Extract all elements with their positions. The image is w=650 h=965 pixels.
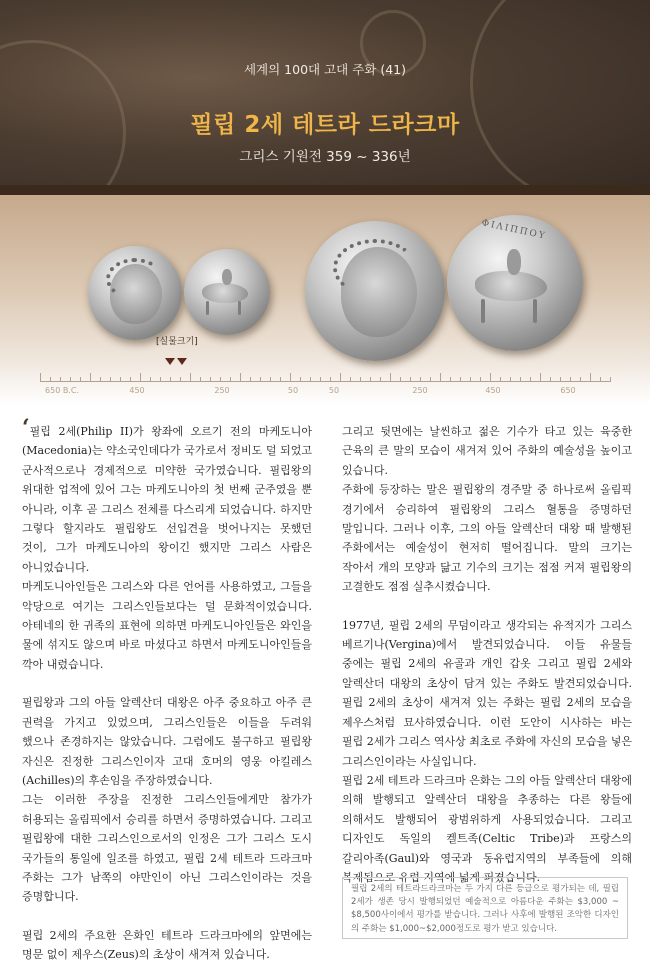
timeline-tick	[350, 377, 351, 382]
timeline-tick	[430, 377, 431, 382]
timeline-tick	[140, 373, 141, 382]
timeline-tick	[570, 377, 571, 382]
article-paragraph: 주화에 등장하는 말은 필립왕의 경주말 중 하나로써 올림픽 경기에서 승리하여 필립왕의 그리스 혈통을 증명하던 말입니다. 그러나 이후, 그의 아들 알렉산더 대왕 때 발행된 주화에서는 예술성이 현저히 떨어집니다. 말의 크기는 작아서 개의 모양과 닮고 기수의 크기는 점점 커져 필립왕의 고결한도 점점 실추시켰습니다.	[342, 483, 632, 594]
timeline-tick	[50, 377, 51, 382]
timeline-marker	[165, 358, 175, 365]
timeline-tick	[380, 377, 381, 382]
article-right-column	[342, 422, 632, 887]
timeline-tick	[210, 377, 211, 382]
timeline-tick	[560, 377, 561, 382]
timeline-tick	[300, 377, 301, 382]
timeline-tick	[220, 377, 221, 382]
timeline-tick	[340, 373, 341, 382]
timeline-tick	[490, 373, 491, 382]
timeline-tick	[180, 377, 181, 382]
timeline-tick	[530, 377, 531, 382]
valuation-note-box: 필립 2세의 테트라드라크마는 두 가지 다른 등급으로 평가되는 데, 필립 2세가 생존 당시 발행되었던 예술적으로 아름다운 주화는 $3,000 ~ $8,500사이에서 평가를 받습니다. 그러나 사후에 발행된 조악한 디자인의 주화는 $1,000~$2,000정도로 평가 받고 있습니다.	[342, 877, 628, 939]
article-paragraph: 1977년, 필립 2세의 무덤이라고 생각되는 유적지가 그리스 베르기나(Vergina)에서 발견되었습니다. 이들 유물들 중에는 필립 2세의 유골과 개인 갑옷 그리고 필립 2세와 알렉산더 대왕의 초상이 담겨 있는 주화도 발견되었습니다. 필립 2세의 초상이 새겨져 있는 주화는 필립 2세의 모습을 제우스처럼 묘사하였습니다. 이런 도안이 시사하는 바는 필립 2세가 그리스 역사상 최초로 주화에 자신의 모습을 넣은 그리스인이라는 사실입니다.	[342, 618, 632, 768]
timeline-tick-label: 650	[560, 386, 576, 395]
timeline-tick	[510, 377, 511, 382]
article-paragraph: 필립왕과 그의 아들 알렉산더 대왕은 아주 중요하고 아주 큰 권력을 가지고 있었으며, 그리스인들은 이들을 두려워 했으나 존경하지는 않았습니다. 그럼에도 불구하고 필립왕 자신은 진정한 그리스인이자 고대 호머의 영웅 아킬레스(Achilles)의 후손임을 주장하였습니다.	[22, 696, 312, 787]
timeline-tick	[500, 377, 501, 382]
drop-cap-quote: ‘	[22, 415, 30, 441]
timeline-tick	[160, 377, 161, 382]
timeline-tick	[600, 377, 601, 382]
timeline-tick	[540, 373, 541, 382]
article-paragraph: 필립 2세의 주요한 은화인 테트라 드라크마에의 앞면에는 명문 없이 제우스(Zeus)의 초상이 새겨져 있습니다.	[22, 928, 312, 962]
timeline-tick	[40, 373, 41, 382]
article-paragraph: 필립 2세 테트라 드라크마 은화는 그의 아들 알렉산더 대왕에 의해 발행되고 알렉산더 대왕을 추종하는 다른 왕들에 의해서도 발행되어 광범위하게 사용되었습니다. 그리고 디자인도 독일의 켈트족(Celtic Tribe)과 프랑스의 갈리아족(Gaul)와 영국과 동유럽지역의 부족들에 의해 복제됨으로 유럽 지역에 넓게 퍼졌습니다.	[342, 773, 632, 884]
timeline-ruler	[40, 368, 610, 382]
timeline-tick	[320, 377, 321, 382]
timeline-tick	[470, 377, 471, 382]
article-left-column	[22, 415, 312, 965]
laurel-wreath	[333, 239, 417, 297]
article-paragraph: 그는 이러한 주장을 진정한 그리스인들에게만 참가가 허용되는 올림픽에서 승리를 하면서 증명하였습니다. 그리고 필립왕에 대한 그리스인으로서의 인정은 그가 그리스 도시 국가들의 통일에 일조를 하였고, 필립 2세 테트라 드라크마 주화는 그가 남쪽의 야만인이 아닌 그리스인이라는 것을 증명합니다.	[22, 793, 312, 904]
timeline-tick-label: 50	[328, 386, 340, 395]
timeline-marker	[177, 358, 187, 365]
timeline-tick	[260, 377, 261, 382]
timeline-tick	[410, 377, 411, 382]
timeline-tick-label: 250	[412, 386, 428, 395]
timeline-tick	[130, 377, 131, 382]
header-bottom-bar	[0, 185, 650, 195]
timeline-axis	[40, 381, 610, 382]
timeline-tick	[290, 373, 291, 382]
timeline-tick	[450, 377, 451, 382]
timeline-tick	[370, 377, 371, 382]
timeline-tick	[170, 377, 171, 382]
coin-obverse-small	[88, 246, 182, 340]
timeline-tick-label: 650 B.C.	[45, 386, 79, 395]
horse-leg	[533, 299, 537, 323]
timeline-tick	[120, 377, 121, 382]
background-ornament	[470, 0, 650, 195]
timeline-tick	[390, 373, 391, 382]
header-banner	[0, 0, 650, 195]
timeline-tick	[280, 377, 281, 382]
timeline-tick-label: 250	[214, 386, 230, 395]
timeline-tick	[330, 377, 331, 382]
coin-obverse-large	[305, 221, 445, 361]
timeline-tick	[550, 377, 551, 382]
timeline-tick	[190, 373, 191, 382]
horse-leg	[238, 301, 241, 315]
article-paragraph	[22, 415, 312, 577]
timeline-tick	[580, 377, 581, 382]
timeline-tick	[150, 377, 151, 382]
horse-leg	[206, 301, 209, 315]
page-title: 필립 2세 테트라 드라크마	[190, 112, 460, 138]
coin-reverse-small	[184, 249, 270, 335]
page-subtitle: 그리스 기원전 359 ~ 336년	[239, 149, 411, 165]
timeline-tick	[80, 377, 81, 382]
actual-size-label: [실물크기]	[156, 337, 198, 347]
article-paragraph-text: 필립 2세(Philip II)가 왕좌에 오르기 전의 마케도니아(Macedonia)는 약소국인데다가 국가로서 정비도 덜 되었고 군사적으로나 경제적으로 미약한 국가였습니다. 필립왕의 위대한 업적에 있어 그는 마케도니아의 첫 번째 군주였을 뿐 아니라, 이후 곧 그리스 전체를 다스리게 되었습니다. 하지만 그렇다 할지라도 필립왕도 선입견을 벗어나지는 못했던 것이, 그가 마케도니아의 왕이긴 했지만 그리스 사람은 아니었습니다.	[22, 425, 312, 574]
timeline-tick	[480, 377, 481, 382]
timeline-tick	[110, 377, 111, 382]
article-paragraph: 마케도니아인들은 그리스와 다른 언어를 사용하였고, 그들을 악당으로 여기는 그리스인들보다는 덜 문화적이었습니다. 아테네의 한 귀족의 표현에 의하면 마케도니아인들은 와인을 물에 섞지도 않으며 바로 마셨다고 하면서 마케도니아인들을 깍아 내렸습니다.	[22, 580, 312, 671]
timeline-tick	[420, 377, 421, 382]
horse-leg	[481, 299, 485, 323]
horse-figure	[202, 283, 248, 303]
article-paragraph: 그리고 뒷면에는 날씬하고 젊은 기수가 타고 있는 육중한 근육의 큰 말의 모습이 새겨져 있어 주화의 예술성을 높이고 있습니다.	[342, 425, 632, 477]
laurel-wreath	[106, 258, 164, 300]
timeline-tick	[360, 377, 361, 382]
timeline-tick	[400, 377, 401, 382]
timeline-tick-label: 450	[129, 386, 145, 395]
rider-figure	[222, 269, 232, 285]
coin-reverse-large	[447, 215, 583, 351]
timeline-tick	[100, 377, 101, 382]
timeline-tick	[460, 377, 461, 382]
timeline-tick	[90, 373, 91, 382]
horse-figure	[475, 271, 547, 301]
timeline-tick	[250, 377, 251, 382]
timeline-tick	[310, 377, 311, 382]
timeline-tick	[230, 377, 231, 382]
coin-legend: ΦΙΛΙΠΠΟΥ	[480, 218, 548, 242]
timeline-tick	[70, 377, 71, 382]
timeline-tick-label: 450	[485, 386, 501, 395]
timeline-tick	[270, 377, 271, 382]
series-label: 세계의 100대 고대 주화 (41)	[243, 62, 406, 77]
timeline-tick	[590, 373, 591, 382]
timeline-tick	[60, 377, 61, 382]
timeline-tick	[240, 373, 241, 382]
timeline-tick	[440, 373, 441, 382]
timeline-tick	[200, 377, 201, 382]
timeline-tick	[520, 377, 521, 382]
rider-figure	[507, 249, 521, 275]
timeline-tick	[610, 377, 611, 382]
timeline-tick-label: 50	[287, 386, 299, 395]
